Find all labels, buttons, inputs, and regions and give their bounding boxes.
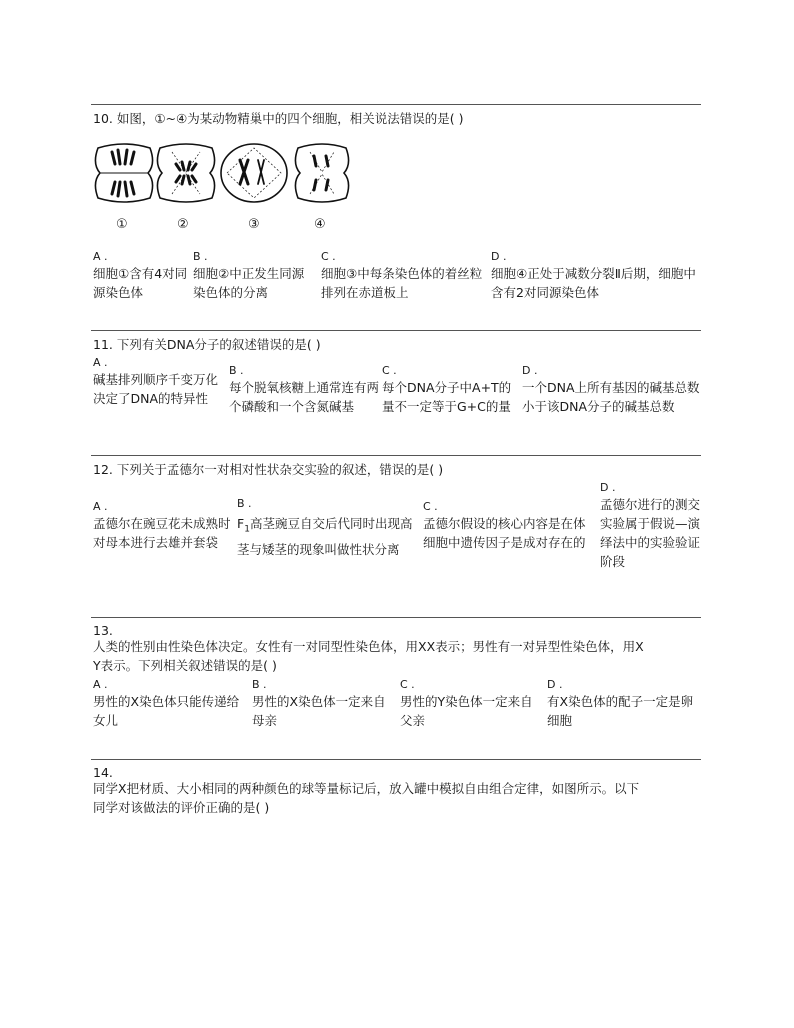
q12-option-c-letter[interactable]: C . bbox=[423, 500, 438, 513]
q11-option-c-letter[interactable]: C . bbox=[382, 364, 397, 377]
q13-option-a-letter[interactable]: A . bbox=[93, 678, 108, 691]
cell-label-4: ④ bbox=[314, 217, 326, 232]
q12-option-a-text[interactable]: 孟德尔在豌豆花未成熟时对母本进行去雄并套袋 bbox=[93, 516, 231, 550]
divider-q11 bbox=[91, 330, 701, 331]
q14-stem-line2: 同学对该做法的评价正确的是( ) bbox=[93, 800, 270, 815]
q11-stem: 11. 下列有关DNA分子的叙述错误的是( ) bbox=[93, 337, 321, 352]
divider-q14 bbox=[91, 759, 701, 760]
q12-option-d-text[interactable]: 孟德尔进行的测交实验属于假说—演绎法中的实验验证阶段 bbox=[600, 497, 701, 569]
q12-option-c-text[interactable]: 孟德尔假设的核心内容是在体细胞中遗传因子是成对存在的 bbox=[423, 516, 586, 550]
q11-option-b-letter[interactable]: B . bbox=[229, 364, 244, 377]
divider-q10 bbox=[91, 104, 701, 105]
q11-option-b-text[interactable]: 每个脱氧核糖上通常连有两个磷酸和一个含氮碱基 bbox=[229, 380, 380, 414]
cell-1-diagram bbox=[95, 144, 152, 202]
q13-stem-line2: Y表示。下列相关叙述错误的是( ) bbox=[93, 658, 277, 673]
cell-3-diagram bbox=[221, 144, 287, 202]
q12-option-b-subscript: 1 bbox=[244, 524, 250, 535]
cell-label-2: ② bbox=[177, 217, 189, 232]
cell-4-diagram bbox=[295, 144, 348, 202]
q13-option-c-text[interactable]: 男性的Y染色体一定来自父亲 bbox=[400, 694, 533, 728]
q11-option-a-text[interactable]: 碱基排列顺序千变万化决定了DNA的特异性 bbox=[93, 372, 219, 406]
q10-option-b-letter[interactable]: B . bbox=[193, 250, 208, 263]
q10-stem: 10. 如图，①~④为某动物精巢中的四个细胞，相关说法错误的是( ) bbox=[93, 111, 464, 126]
q12-stem: 12. 下列关于孟德尔一对相对性状杂交实验的叙述，错误的是( ) bbox=[93, 462, 444, 477]
q10-option-b-text[interactable]: 细胞②中正发生同源染色体的分离 bbox=[193, 266, 305, 300]
q11-option-a-letter[interactable]: A . bbox=[93, 356, 108, 369]
q11-option-c-text[interactable]: 每个DNA分子中A+T的量不一定等于G+C的量 bbox=[382, 380, 512, 414]
q13-option-b-text[interactable]: 男性的X染色体一定来自母亲 bbox=[252, 694, 386, 728]
q12-option-b-text[interactable] bbox=[237, 514, 415, 559]
divider-q13 bbox=[91, 617, 701, 618]
cell-label-3: ③ bbox=[248, 217, 260, 232]
q10-option-a-text[interactable]: 细胞①含有4对同源染色体 bbox=[93, 266, 188, 300]
q13-option-d-letter[interactable]: D . bbox=[547, 678, 563, 691]
q10-option-d-text[interactable]: 细胞④正处于减数分裂Ⅱ后期，细胞中含有2对同源染色体 bbox=[491, 266, 696, 300]
q13-option-b-letter[interactable]: B . bbox=[252, 678, 267, 691]
q10-option-d-letter[interactable]: D . bbox=[491, 250, 507, 263]
q12-option-b-f: F bbox=[237, 516, 245, 531]
q10-option-a-letter[interactable]: A . bbox=[93, 250, 108, 263]
q12-option-d-letter[interactable]: D . bbox=[600, 481, 616, 494]
q12-option-b-letter[interactable]: B . bbox=[237, 497, 252, 510]
q13-option-c-letter[interactable]: C . bbox=[400, 678, 415, 691]
q11-option-d-text[interactable]: 一个DNA上所有基因的碱基总数小于该DNA分子的碱基总数 bbox=[522, 380, 700, 414]
cell-label-1: ① bbox=[116, 217, 128, 232]
q13-number: 13. bbox=[93, 623, 113, 638]
q10-option-c-text[interactable]: 细胞③中每条染色体的着丝粒排列在赤道板上 bbox=[321, 266, 483, 300]
cell-2-diagram bbox=[157, 144, 214, 202]
q13-option-d-text[interactable]: 有X染色体的配子一定是卵细胞 bbox=[547, 694, 694, 728]
q11-option-d-letter[interactable]: D . bbox=[522, 364, 538, 377]
divider-q12 bbox=[91, 455, 701, 456]
q12-option-a-letter[interactable]: A . bbox=[93, 500, 108, 513]
q12-option-b-body: 高茎豌豆自交后代同时出现高茎与矮茎的现象叫做性状分离 bbox=[237, 516, 413, 557]
q10-option-c-letter[interactable]: C . bbox=[321, 250, 336, 263]
q13-option-a-text[interactable]: 男性的X染色体只能传递给女儿 bbox=[93, 694, 240, 728]
q14-stem-line1: 同学X把材质、大小相同的两种颜色的球等量标记后，放入罐中模拟自由组合定律，如图所示。以下 bbox=[93, 781, 640, 796]
q14-number: 14. bbox=[93, 765, 113, 780]
q13-stem-line1: 人类的性别由性染色体决定。女性有一对同型性染色体，用XX表示；男性有一对异型性染色体，用X bbox=[93, 639, 644, 654]
